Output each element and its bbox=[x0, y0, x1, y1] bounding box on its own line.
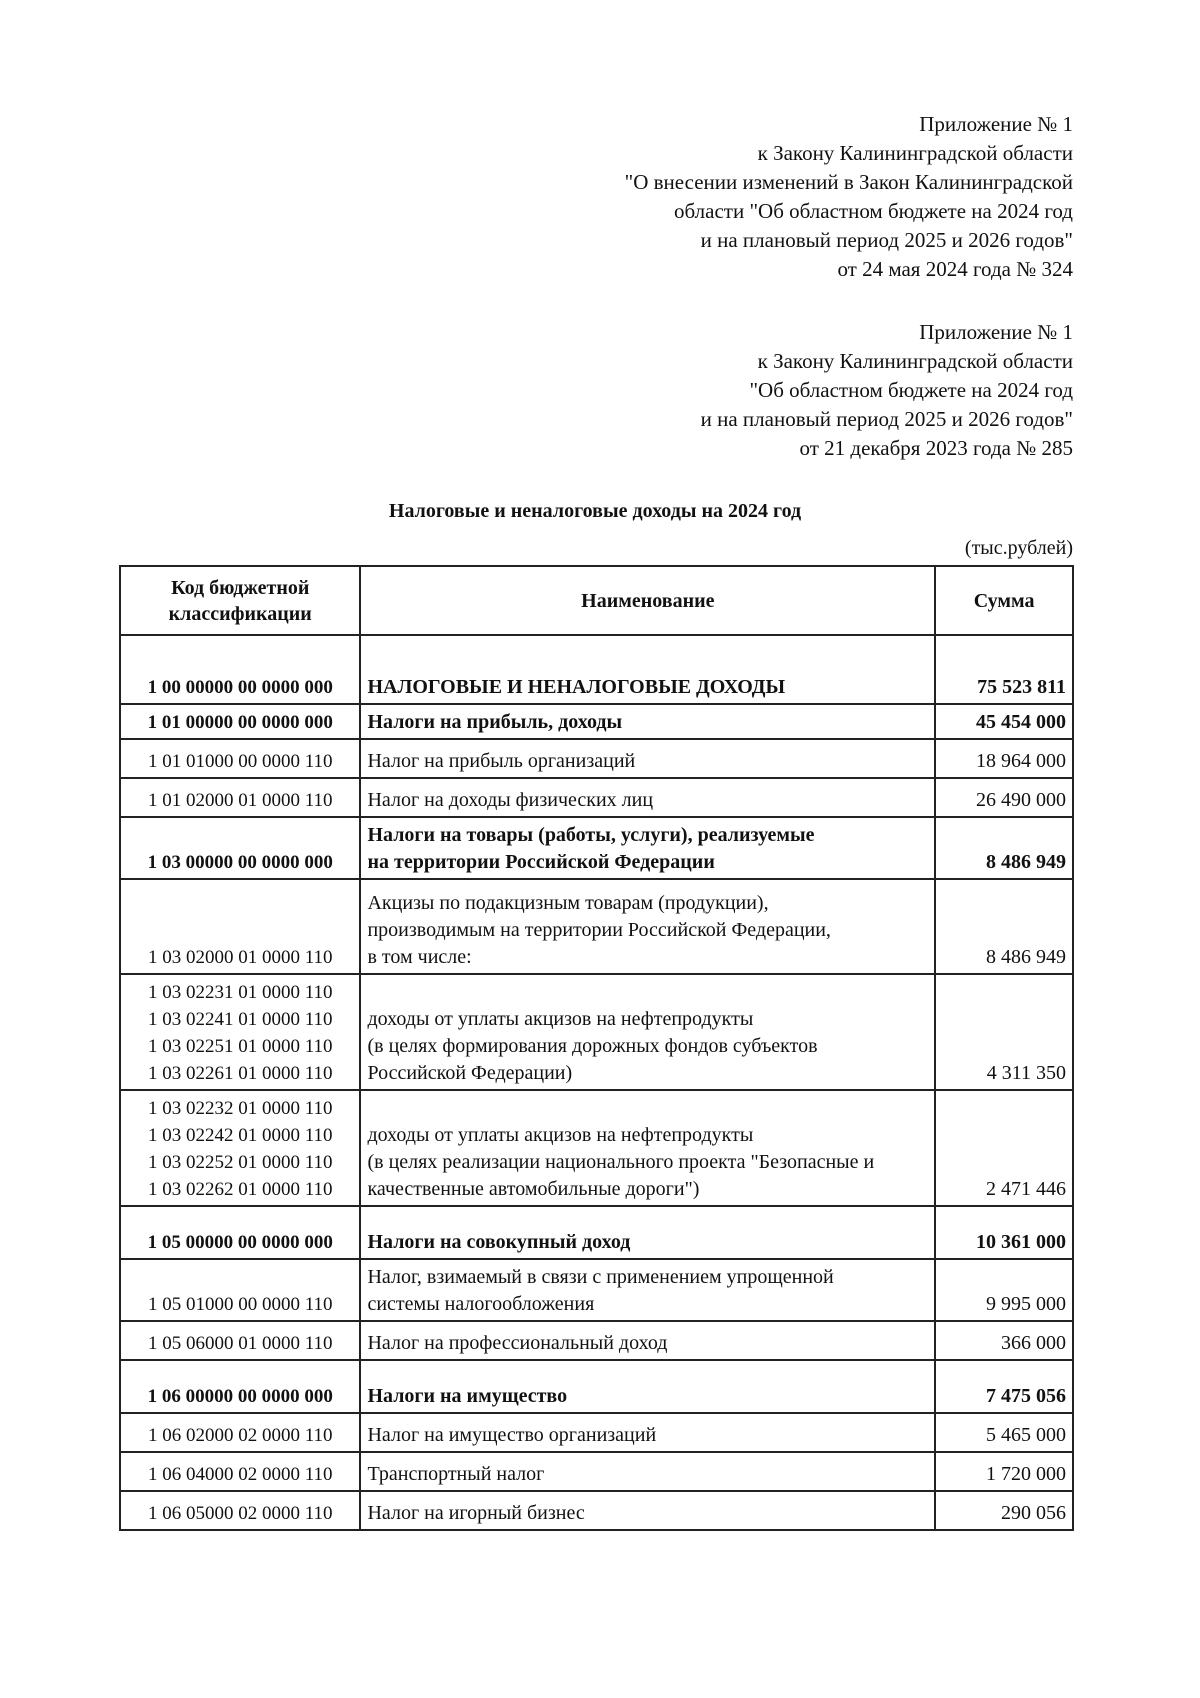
revenue-name: Налог на прибыль организаций bbox=[367, 750, 636, 772]
revenue-name: Налог на игорный бизнес bbox=[367, 1502, 585, 1524]
cell-name bbox=[360, 1321, 935, 1360]
header-line: от 24 мая 2024 года № 324 bbox=[837, 257, 1073, 281]
revenue-name: (в целях формирования дорожных фондов субъектов bbox=[367, 1035, 818, 1057]
revenue-name: Налог на профессиональный доход bbox=[367, 1332, 668, 1354]
revenue-name: Акцизы по подакцизным товарам (продукции), bbox=[367, 892, 769, 914]
cell-name bbox=[360, 778, 935, 817]
budget-code: 1 03 02231 01 0000 110 bbox=[147, 982, 333, 1003]
cell-name bbox=[360, 974, 935, 1090]
cell-sum: 45 454 000 bbox=[935, 704, 1073, 739]
cell-code bbox=[120, 879, 360, 974]
cell-code bbox=[120, 1321, 360, 1360]
budget-code: 1 06 04000 02 0000 110 bbox=[147, 1464, 333, 1485]
revenue-name: доходы от уплаты акцизов на нефтепродукты bbox=[367, 1124, 754, 1146]
table-row bbox=[120, 879, 1073, 974]
table-row bbox=[120, 635, 1073, 704]
revenue-table bbox=[119, 565, 1074, 1531]
cell-name bbox=[360, 635, 935, 704]
table-row bbox=[120, 1491, 1073, 1530]
cell-name bbox=[360, 1452, 935, 1491]
cell-code bbox=[120, 778, 360, 817]
header-name: Наименование bbox=[360, 566, 935, 635]
cell-name bbox=[360, 1259, 935, 1321]
budget-code: 1 03 02241 01 0000 110 bbox=[147, 1009, 333, 1030]
budget-code: 1 03 02252 01 0000 110 bbox=[147, 1152, 333, 1173]
budget-code: 1 01 01000 00 0000 110 bbox=[147, 751, 333, 772]
header-line: к Закону Калининградской области bbox=[757, 141, 1073, 165]
budget-code: 1 05 00000 00 0000 000 bbox=[147, 1232, 333, 1253]
table-row bbox=[120, 704, 1073, 739]
table-row bbox=[120, 817, 1073, 879]
revenue-name: Налоги на прибыль, доходы bbox=[367, 711, 623, 733]
revenue-name: системы налогообложения bbox=[367, 1293, 595, 1315]
revenue-name: Российской Федерации) bbox=[367, 1062, 573, 1084]
cell-name bbox=[360, 1413, 935, 1452]
header-line: Приложение № 1 bbox=[919, 112, 1073, 136]
table-row bbox=[120, 1413, 1073, 1452]
table-row bbox=[120, 1360, 1073, 1413]
cell-code bbox=[120, 1360, 360, 1413]
header-line: "О внесении изменений в Закон Калининградской bbox=[624, 170, 1073, 194]
table-row bbox=[120, 974, 1073, 1090]
header-line: "Об областном бюджете на 2024 год bbox=[749, 378, 1073, 402]
header-line: и на плановый период 2025 и 2026 годов" bbox=[700, 228, 1073, 252]
budget-code: 1 06 00000 00 0000 000 bbox=[147, 1386, 333, 1407]
cell-sum: 8 486 949 bbox=[935, 879, 1073, 974]
header-sum: Сумма bbox=[935, 566, 1073, 635]
budget-code: 1 01 02000 01 0000 110 bbox=[147, 790, 333, 811]
table-row bbox=[120, 1321, 1073, 1360]
budget-code: 1 03 02251 01 0000 110 bbox=[147, 1036, 333, 1057]
budget-code: 1 05 01000 00 0000 110 bbox=[147, 1294, 333, 1315]
appendix-current-header bbox=[625, 110, 1073, 284]
cell-name bbox=[360, 1360, 935, 1413]
cell-name bbox=[360, 704, 935, 739]
revenue-name: Налоги на имущество bbox=[367, 1385, 568, 1407]
revenue-name: НАЛОГОВЫЕ И НЕНАЛОГОВЫЕ ДОХОДЫ bbox=[367, 676, 786, 698]
budget-code: 1 03 02261 01 0000 110 bbox=[147, 1063, 333, 1084]
cell-name bbox=[360, 1491, 935, 1530]
revenue-name: качественные автомобильные дороги") bbox=[367, 1178, 700, 1200]
cell-sum: 7 475 056 bbox=[935, 1360, 1073, 1413]
revenue-name: в том числе: bbox=[367, 946, 472, 968]
cell-sum: 10 361 000 bbox=[935, 1206, 1073, 1259]
cell-code bbox=[120, 1413, 360, 1452]
budget-code: 1 00 00000 00 0000 000 bbox=[147, 677, 333, 698]
budget-code: 1 05 06000 01 0000 110 bbox=[147, 1333, 333, 1354]
cell-sum: 8 486 949 bbox=[935, 817, 1073, 879]
cell-name bbox=[360, 1206, 935, 1259]
cell-code bbox=[120, 1259, 360, 1321]
header-line: Приложение № 1 bbox=[919, 320, 1073, 344]
revenue-name: Налог на имущество организаций bbox=[367, 1424, 657, 1446]
cell-sum: 366 000 bbox=[935, 1321, 1073, 1360]
cell-code bbox=[120, 635, 360, 704]
header-line: от 21 декабря 2023 года № 285 bbox=[799, 436, 1073, 460]
header-code-line: классификации bbox=[168, 603, 312, 625]
cell-code bbox=[120, 817, 360, 879]
cell-sum: 290 056 bbox=[935, 1491, 1073, 1530]
cell-sum: 18 964 000 bbox=[935, 739, 1073, 778]
cell-sum: 2 471 446 bbox=[935, 1090, 1073, 1206]
cell-code bbox=[120, 1491, 360, 1530]
table-row bbox=[120, 1090, 1073, 1206]
cell-sum: 5 465 000 bbox=[935, 1413, 1073, 1452]
table-row bbox=[120, 778, 1073, 817]
budget-code: 1 03 02262 01 0000 110 bbox=[147, 1179, 333, 1200]
document-title: Налоговые и неналоговые доходы на 2024 год bbox=[388, 500, 802, 522]
cell-name bbox=[360, 1090, 935, 1206]
cell-code bbox=[120, 974, 360, 1090]
table-row bbox=[120, 1452, 1073, 1491]
table-row bbox=[120, 1259, 1073, 1321]
header-line: области "Об областном бюджете на 2024 год bbox=[674, 199, 1073, 223]
budget-code: 1 03 02242 01 0000 110 bbox=[147, 1125, 333, 1146]
cell-code bbox=[120, 704, 360, 739]
revenue-name: производимым на территории Российской Федерации, bbox=[367, 919, 831, 941]
revenue-name: Налог, взимаемый в связи с применением упрощенной bbox=[367, 1266, 834, 1288]
cell-sum: 75 523 811 bbox=[935, 635, 1073, 704]
cell-name bbox=[360, 879, 935, 974]
cell-sum: 26 490 000 bbox=[935, 778, 1073, 817]
header-code-line: Код бюджетной bbox=[171, 577, 310, 599]
header-line: к Закону Калининградской области bbox=[757, 349, 1073, 373]
budget-code: 1 03 02000 01 0000 110 bbox=[147, 947, 333, 968]
revenue-name: доходы от уплаты акцизов на нефтепродукты bbox=[367, 1008, 754, 1030]
revenue-name: Налог на доходы физических лиц bbox=[367, 789, 654, 811]
budget-code: 1 01 00000 00 0000 000 bbox=[147, 712, 333, 733]
units-label: (тыс.рублей) bbox=[964, 537, 1073, 559]
table-body bbox=[120, 635, 1073, 1530]
cell-sum: 4 311 350 bbox=[935, 974, 1073, 1090]
cell-sum: 9 995 000 bbox=[935, 1259, 1073, 1321]
revenue-name: Налоги на товары (работы, услуги), реализуемые bbox=[367, 824, 815, 846]
header-line: и на плановый период 2025 и 2026 годов" bbox=[700, 407, 1073, 431]
appendix-original-header bbox=[701, 318, 1073, 463]
cell-code bbox=[120, 1452, 360, 1491]
cell-code bbox=[120, 739, 360, 778]
revenue-name: Транспортный налог bbox=[367, 1463, 545, 1485]
cell-name bbox=[360, 817, 935, 879]
budget-code: 1 03 02232 01 0000 110 bbox=[147, 1098, 333, 1119]
table-row bbox=[120, 1206, 1073, 1259]
budget-code: 1 06 05000 02 0000 110 bbox=[147, 1503, 333, 1524]
revenue-name: Налоги на совокупный доход bbox=[367, 1231, 631, 1253]
cell-sum: 1 720 000 bbox=[935, 1452, 1073, 1491]
cell-name bbox=[360, 739, 935, 778]
table-header-row bbox=[120, 566, 1073, 635]
cell-code bbox=[120, 1206, 360, 1259]
budget-code: 1 06 02000 02 0000 110 bbox=[147, 1425, 333, 1446]
revenue-name: (в целях реализации национального проекта "Безопасные и bbox=[367, 1151, 875, 1173]
budget-code: 1 03 00000 00 0000 000 bbox=[147, 852, 333, 873]
header-code bbox=[120, 566, 360, 635]
cell-code bbox=[120, 1090, 360, 1206]
revenue-name: на территории Российской Федерации bbox=[367, 851, 715, 873]
table-row bbox=[120, 739, 1073, 778]
